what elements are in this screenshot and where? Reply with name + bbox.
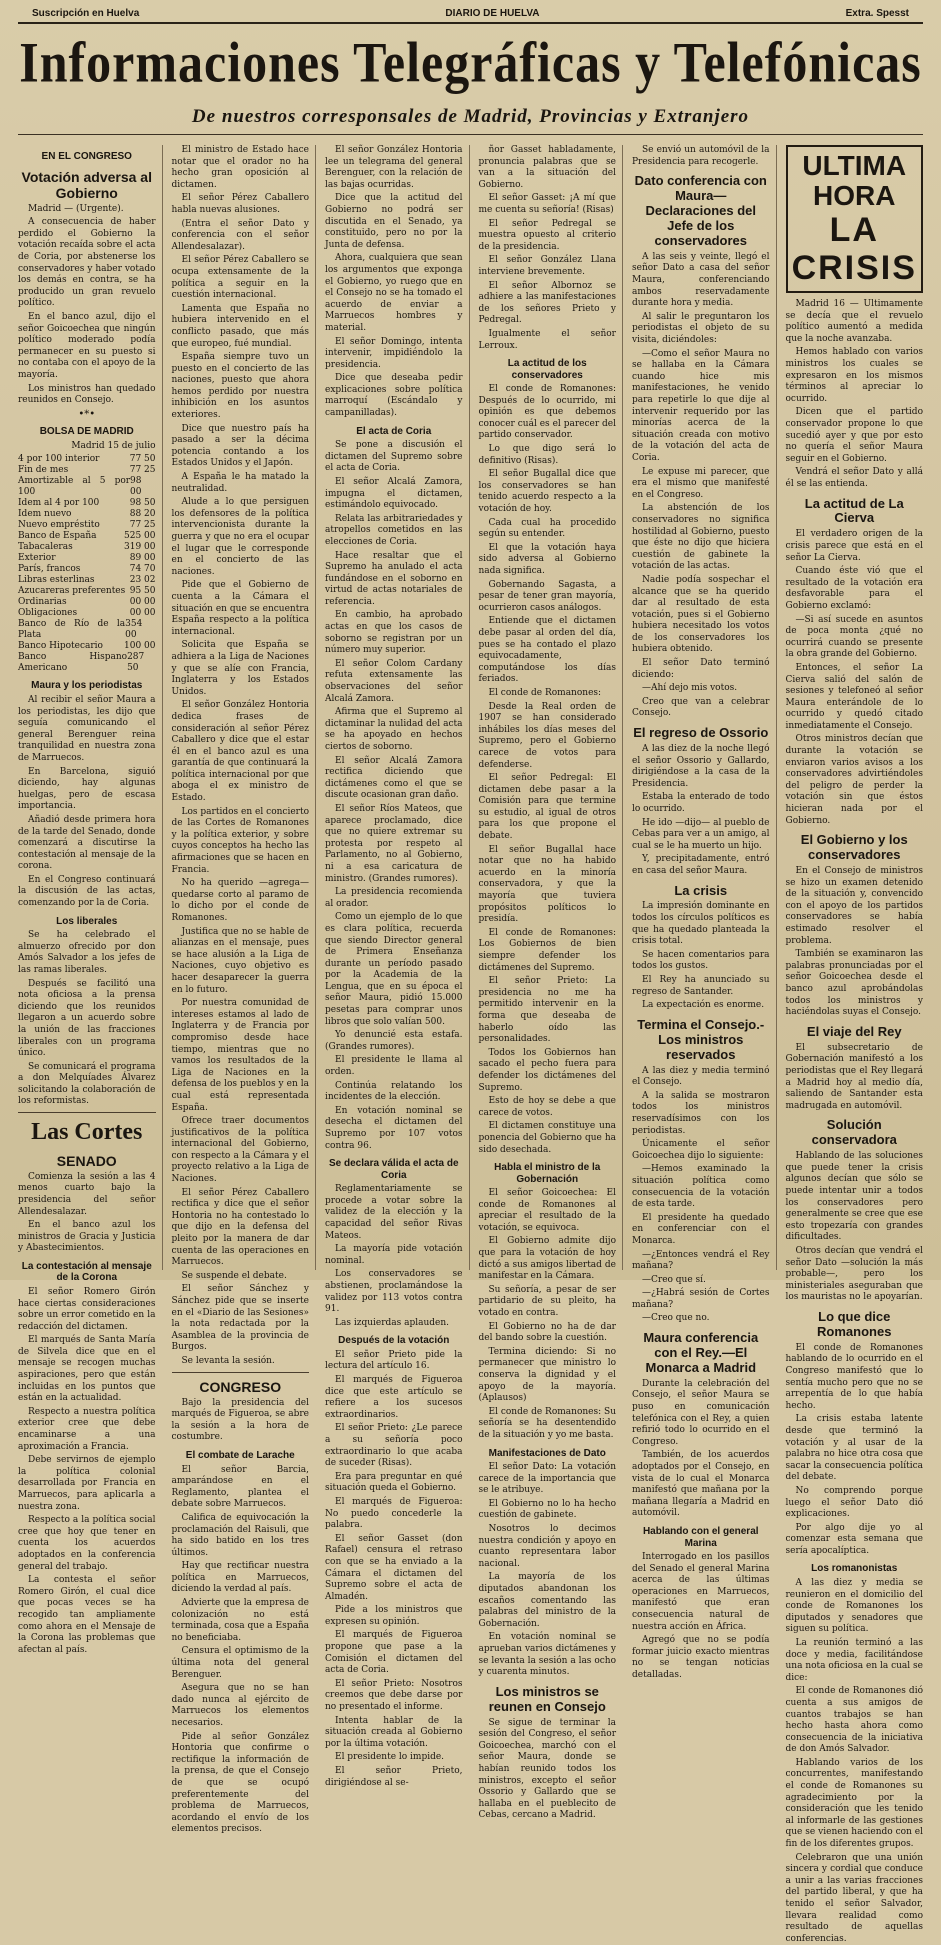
- masthead-line: [18, 8, 923, 24]
- column-6: [785, 145, 924, 1944]
- paragraph: El Gobierno no ha de dar del bando sobre la cuestión.: [478, 1321, 616, 1344]
- section-heading: Los ministros se reunen en Consejo: [488, 1683, 606, 1714]
- bolsa-item: Banco Hispano Americano: [18, 652, 128, 674]
- paragraph: El señor González Hontoria dedica frases de consideración al señor Pérez Caballero y dice que el estar él en el banco azul es una garantía de que continuará la política internacional por que aboga el ex ministro de Estado.: [171, 700, 309, 804]
- paragraph: El presidente lo impide.: [335, 1752, 445, 1763]
- bolsa-value: 354 00: [125, 619, 143, 641]
- paragraph: El ministro de Estado hace notar que el orador no ha hecho gran oposición al dictamen.: [171, 145, 309, 190]
- paragraph: El señor Domingo, intenta intervenir, impidiéndolo la presidencia.: [325, 336, 463, 370]
- bolsa-item: Banco de España: [18, 531, 97, 542]
- bolsa-row: [18, 608, 156, 619]
- paragraph: A consecuencia de haber perdido el Gobierno la votación recaída sobre el acta de Coria, por abstenerse los conservadores y haber votado los demás en contra, se ha producido un gran revuelo político.: [18, 217, 156, 309]
- paragraph: A las seis y veinte, llegó el señor Dato a casa del señor Maura, conferenciando ambos reservadamente durante hora y media.: [632, 251, 770, 309]
- paragraph: Celebraron que una unión sincera y cordial que conduce a unir a las varias fracciones del partido liberal, y que ha tenido el señor Salvador, llevara realidad como resultado de aquellas conferencias.: [785, 1852, 923, 1944]
- paragraph: (Entra el señor Dato y conferencia con el señor Allendesalazar).: [171, 218, 309, 252]
- bolsa-row: [18, 619, 156, 641]
- paragraph: Solicita que España se adhiera a la Liga de Naciones y que se alíe con Francia, Inglaterra y los Estados Unidos.: [171, 640, 309, 697]
- bolsa-value: 98 50: [129, 498, 156, 509]
- paragraph: El señor Prieto, dirigiéndose al se-: [325, 1766, 463, 1788]
- paragraph: El señor Pedregal se muestra opuesto al criterio de la presidencia.: [478, 218, 616, 252]
- paragraph: El señor Pedregal: El dictamen debe pasar a la Comisión para que termine su estudio, al igual de otros para los que propone el debate.: [478, 773, 616, 842]
- paragraph: Durante la celebración del Consejo, el señor Maura se puso en comunicación telefónica con el Rey, a quien refirió todo lo ocurrido en el Congreso.: [632, 1378, 770, 1447]
- bolsa-value: 77 25: [129, 520, 156, 531]
- paragraph: El marqués de Figueroa: No puedo concederle la palabra.: [325, 1496, 463, 1531]
- bolsa-value: 287 50: [127, 652, 145, 674]
- paragraph: El señor Pérez Caballero habla nuevas alusiones.: [171, 193, 309, 215]
- paragraph: Al recibir el señor Maura a los periodistas, les dijo que seguía comunicando el general Berenguer reina tranquilidad en nuestra zona de Marruecos.: [18, 694, 156, 763]
- section-heading: Termina el Consejo.-Los ministros reservados: [637, 1016, 765, 1062]
- bolsa-item: Obligaciones: [18, 608, 78, 619]
- paragraph: Otros decían que vendrá el señor Dato —solución la más probable—, pero los ministeriales aseguraban que los mauristas no le apoyarían.: [785, 1245, 923, 1303]
- edition-label: Extra. Spesst: [845, 8, 909, 19]
- paragraph: Dice que la actitud del Gobierno no podrá ser discutida en el Senado, ya constituido, pero no por la Junta de defensa.: [325, 193, 463, 250]
- paragraph: El señor Colom Cardany refuta extensamente las observaciones del señor Alcalá Zamora.: [325, 658, 463, 704]
- paragraph: En votación nominal se aprueban varios dictámenes y se levanta la sesión a las ocho y cuarenta minutos.: [478, 1632, 616, 1678]
- paragraph: La expectación es enorme.: [642, 1000, 765, 1011]
- paragraph: Se hacen comentarios para todos los gustos.: [632, 949, 770, 972]
- paragraph: En cambio, ha aprobado actas en que los casos de soborno se registran por un número muy superior.: [325, 610, 463, 656]
- bolsa-value: 525 00: [124, 531, 156, 542]
- paragraph: Califica de equivocación la proclamación del Raisuli, que ha sido batido en los tres últimos.: [171, 1512, 309, 1558]
- paragraph: Y, precipitadamente, entró en casa del señor Maura.: [632, 854, 770, 876]
- ultima-hora-box: [786, 145, 924, 293]
- paragraph: ñor Gasset habladamente, pronuncia palabras que se van a la situación del Gobierno.: [478, 145, 616, 190]
- bolsa-row: [18, 652, 156, 674]
- bolsa-row: [18, 542, 156, 553]
- paragraph: No ha querido —agrega— quedarse corto al paramo de lo dicho por el conde de Romanones.: [171, 878, 309, 923]
- paragraph: Entonces, el señor La Cierva salió del salón de sesiones y telefoneó al señor Maura enterándole de lo ocurrido y quedó citado inmediatamente el Consejo.: [785, 662, 923, 731]
- paragraph: A España le ha matado la neutralidad.: [171, 472, 309, 494]
- paragraph: El Gobierno admite dijo que para la votación de hoy dictó a sus amigos libertad de manifestar en la Cámara.: [478, 1236, 616, 1282]
- bolsa-item: Banco Hipotecario: [18, 641, 103, 652]
- bolsa-value: 95 50: [129, 586, 156, 597]
- bolsa-row: [18, 597, 156, 608]
- paragraph: Hemos hablado con varios ministros los cuales se expresaron en los mismos términos al apreciar lo ocurrido.: [785, 347, 923, 404]
- section-heading: Dato conferencia con Maura—Declaraciones del Jefe de los conservadores: [634, 173, 767, 248]
- section-heading: El regreso de Ossorio: [633, 725, 769, 741]
- paragraph: Bajo la presidencia del marqués de Figueroa, se abre la sesión a la hora de costumbre.: [171, 1397, 309, 1443]
- bolsa-row: [18, 641, 156, 652]
- paragraph: Censura el optimismo de la última nota del general Berenguer.: [171, 1646, 309, 1680]
- paragraph: Después se facilitó una nota oficiosa a la prensa diciendo que los reunidos llegaron a un acuerdo sobre la unión de las fracciones liberales con un programa único.: [18, 978, 156, 1059]
- bolsa-date: Madrid 15 de julio: [71, 440, 156, 451]
- paragraph: Gobernando Sagasta, a pesar de tener gran mayoría, ocurrieron casos análogos.: [478, 579, 616, 613]
- bolsa-row: [18, 553, 156, 564]
- divider: [172, 1372, 310, 1373]
- bolsa-title: BOLSA DE MADRID: [39, 426, 134, 438]
- paragraph: No comprendo porque luego el señor Dato dió explicaciones.: [785, 1485, 923, 1520]
- paragraph: En el Consejo de ministros se hizo un examen detenido de la situación y, convencido con el apoyo de los partidos conservadores se había estimado resolver el problema.: [785, 866, 923, 946]
- paragraph: Cada cual ha procedido según su entender.: [478, 517, 616, 540]
- bolsa-value: 319 00: [124, 542, 156, 553]
- paragraph: Continúa relatando los incidentes de la elección.: [325, 1080, 463, 1103]
- section-heading: La actitud de La Cierva: [804, 495, 904, 526]
- paragraph: En el Congreso continuará la discusión de las actas, comenzando por la de Coria.: [18, 874, 156, 909]
- paragraph: Se comunicará el programa a don Melquíades Álvarez solicitando la colaboración de los reformistas.: [18, 1061, 156, 1107]
- paragraph: Pide a los ministros que expresen su opinión.: [325, 1605, 463, 1627]
- paragraph: Añadió desde primera hora de la tarde del Senado, donde comenzará a discutirse la contestación al mensaje de la corona.: [18, 814, 156, 872]
- paragraph: Por algo dije yo al comenzar esta semana que sería apocalíptica.: [785, 1522, 923, 1556]
- paragraph: El marqués de Santa María de Silvela dice que en el mensaje se recogen muchas aspiraciones, pero que están incluidas en los puntos que están en la actualidad.: [18, 1335, 156, 1404]
- paragraph: El conde de Romanones:: [488, 687, 602, 698]
- bolsa-row: [18, 564, 156, 575]
- paragraph: —Si así sucede en asuntos de poca monta ¿qué no ocurrirá cuando se presente la obra grande del Gobierno.: [785, 614, 923, 660]
- paragraph: La contesta el señor Romero Girón, el cual dice que pocas veces se ha recogido tan ampliamente como ahora en el Mensaje de la Corona las problemas que afectan al país.: [18, 1575, 156, 1655]
- section-heading: Maura y los periodistas: [31, 680, 143, 692]
- paragraph: Esto de hoy se debe a que carece de votos.: [478, 1096, 616, 1118]
- paragraph: El señor Pérez Caballero rectifica y dice que el señor Hontoria no ha contestado lo que dijo en la defensa del pleito por la manera de dar cuenta de las operaciones en Marruecos.: [171, 1187, 309, 1268]
- columns: [18, 145, 923, 1944]
- section-heading: La actitud de los conservadores: [507, 358, 587, 381]
- paragraph: Madrid — (Urgente).: [28, 203, 124, 214]
- paragraph: Los partidos en el concierto de las Cortes de Romanones y la política exterior, y sobre cuyos conceptos ha hecho las afirmaciones que se hacen en Francia.: [171, 806, 309, 875]
- paragraph: La presidencia recomienda al orador.: [325, 887, 463, 909]
- paragraph: —¿Habrá sesión de Cortes mañana?: [632, 1288, 770, 1310]
- paragraph: Pide al señor González Hontoria que confirme o rectifique la información de la prensa, de que el Consejo de que se ocupó preferentemente del problema de Marruecos, acordando el envío de los elementos precisos.: [171, 1731, 309, 1835]
- section-heading: El viaje del Rey: [806, 1023, 902, 1039]
- paragraph: La reunión terminó a las doce y media, facilitándose una nota oficiosa en la cual se dice:: [785, 1637, 923, 1683]
- paragraph: El señor Pérez Caballero se ocupa extensamente de la política a seguir en la cuestión internacional.: [171, 255, 309, 301]
- paragraph: Respecto a la política social cree que hoy que tener en cuenta los acuerdos adoptados en la conferencia general del trabajo.: [18, 1515, 156, 1572]
- paragraph: A la salida se mostraron todos los ministros reservadísimos con los periodistas.: [632, 1090, 770, 1136]
- column-2: [171, 145, 317, 1835]
- paragraph: Se suspende el debate.: [181, 1270, 287, 1281]
- bolsa-item: París, francos: [18, 564, 81, 575]
- paragraph: Desde la Real orden de 1907 se han considerado inhábiles los días meses del Supremo, pero el Gobierno carece de votos para defenderse.: [478, 701, 616, 770]
- paragraph: Agregó que no se podía formar juicio exacto mientras no se tengan noticias detalladas.: [632, 1635, 770, 1680]
- paragraph: El señor Goicoechea: El conde de Romanones al apreciar el resultado de la votación, se equivoca.: [478, 1188, 616, 1233]
- paragraph: Era para preguntar en qué situación queda el Gobierno.: [325, 1471, 463, 1494]
- paragraph: Ahora, cualquiera que sean los argumentos que exponga el Gobierno, yo ruego que en el Consejo no se ha tomado el acuerdo de enviar a Marruecos hombres y material.: [325, 253, 463, 333]
- column-1: [18, 145, 163, 1655]
- paragraph: Lo que digo será lo definitivo (Risas).: [478, 444, 616, 466]
- paragraph: El conde de Romanones: Su señoría se ha desentendido de la situación y yo me basta.: [478, 1406, 616, 1440]
- paragraph: El Rey ha anunciado su regreso de Santander.: [632, 975, 770, 997]
- paragraph: Por nuestra comunidad de intereses estamos al lado de Inglaterra y de Francia por compromiso desde hace tiempo, mientras que no vamos los resultados de la Liga de Naciones en la defensa de los pueblos y en la cual está representada España.: [171, 998, 309, 1113]
- paragraph: La mayoría de los diputados abandonan los escaños comentando las palabras del ministro de la Gobernación.: [478, 1572, 616, 1629]
- paragraph: El marqués de Figueroa dice que este artículo se refiere a los sucesos extraordinarios.: [325, 1375, 463, 1420]
- paragraph: Debe servirnos de ejemplo la política colonial desarrollada por Francia en Marruecos, para aplicarla a nuestra zona.: [18, 1455, 156, 1512]
- paragraph: Vendrá el señor Dato y allá él se las entienda.: [785, 467, 923, 489]
- paragraph: El señor Bugallal hace notar que no ha habido acuerdo en la minoría conservadora, y que la mayoría que tuviera propósitos políticos lo presidía.: [478, 844, 616, 925]
- paragraph: El señor Romero Girón hace ciertas consideraciones sobre un error cometido en la redacción del dictamen.: [18, 1286, 156, 1332]
- paragraph: Igualmente el señor Lerroux.: [478, 328, 616, 351]
- paragraph: Hace resaltar que el Supremo ha anulado el acta fundándose en el soborno en virtud de actas notariales de referencia.: [325, 550, 463, 607]
- paragraph: El señor Barcia, amparándose en el Reglamento, plantea el debate sobre Marruecos.: [171, 1464, 309, 1510]
- paragraph: —Creo que no.: [642, 1313, 710, 1324]
- section-heading: La contestación al mensaje de la Corona: [21, 1260, 152, 1284]
- section-heading: Hablando con el general Marina: [642, 1526, 759, 1549]
- bolsa-item: Tabacaleras: [18, 542, 73, 553]
- paragraph: Entiende que el dictamen debe pasar al orden del día, pues se ha contado el plazo equivocadamente, computándose los días feriados.: [478, 616, 616, 685]
- ultima-hora-title: ULTIMA HORA: [802, 150, 907, 211]
- paragraph: La abstención de los conservadores no significa hostilidad al Gobierno, puesto que éste no dijo que hiciera cuestión de gabinete la votación de las actas.: [632, 503, 770, 572]
- paragraph: Intenta hablar de la situación creada al Gobierno por la última votación.: [325, 1715, 463, 1749]
- column-5: [632, 145, 777, 1680]
- paragraph: El señor Gasset: ¡A mí que me cuenta su señoría! (Risas): [478, 193, 616, 215]
- paragraph: El señor Dato terminó diciendo:: [632, 658, 770, 680]
- paragraph: En votación nominal se desecha el dictamen del Supremo por 107 votos contra 96.: [325, 1105, 463, 1151]
- paragraph: A las diez de la noche llegó el señor Ossorio y Gallardo, dirigiéndose a la casa de la Presidencia.: [632, 743, 770, 789]
- paragraph: Nosotros lo decimos nuestra condición y apoyo en cuanto representara labor nacional.: [478, 1524, 616, 1569]
- paragraph: Los ministros han quedado reunidos en Consejo.: [18, 383, 156, 406]
- paragraph: Su señoría, a pesar de ser partidario de su pleito, ha votado en contra.: [478, 1284, 616, 1319]
- paragraph: El señor Dato: La votación carece de la importancia que se le atribuye.: [478, 1462, 616, 1496]
- bolsa-table: [18, 454, 156, 674]
- paragraph: —Ahí dejo mis votos.: [642, 683, 738, 694]
- bolsa-item: Idem al 4 por 100: [18, 498, 100, 509]
- paragraph: —Como el señor Maura no se hallaba en la Cámara cuando hice mis manifestaciones, he venido para repetirle lo que dije al intervenir requerido por las minorías acerca de la situación creada con motivo de la votación del acta de Coria.: [632, 348, 770, 463]
- paragraph: A las diez y media terminó el Consejo.: [632, 1065, 770, 1088]
- paragraph: En Barcelona, siguió diciendo, hay algunas huelgas, pero de escasa importancia.: [18, 766, 156, 812]
- paragraph: Hablando varios de los concurrentes, manifestando el conde de Romanones su agradecimiento por la consideración que les tenido al informarle de las gestiones que se vienen haciendo con el fin de los diferentes grupos.: [785, 1757, 923, 1850]
- section-heading: Habla el ministro de la Gobernación: [494, 1162, 601, 1185]
- paragraph: La crisis estaba latente desde que terminó la votación y al usar de la palabra no hice otra cosa que sacar la consecuencia política del debate.: [785, 1414, 923, 1483]
- paragraph: Creo que van a celebrar Consejo.: [632, 696, 770, 719]
- paragraph: Reglamentariamente se procede a votar sobre la validez de la elección y la capacidad del señor Rivas Mateos.: [325, 1184, 463, 1241]
- paragraph: El dictamen constituye una ponencia del Gobierno que ha sido desechada.: [478, 1121, 616, 1155]
- bolsa-value: 100 00: [124, 641, 156, 652]
- section-heading: El Gobierno y los conservadores: [800, 832, 908, 863]
- bolsa-row: [18, 509, 156, 520]
- paragraph: —Creo que sí.: [642, 1274, 706, 1285]
- bolsa-row: [18, 531, 156, 542]
- paragraph: La mayoría pide votación nominal.: [325, 1244, 463, 1266]
- section-heading: Los romanonistas: [811, 1563, 898, 1575]
- section-heading: El acta de Coria: [356, 425, 432, 437]
- bolsa-value: 77 50: [129, 454, 156, 465]
- paragraph: Hablando de las soluciones que puede tener la crisis algunos decían que sólo se puede intentar unir a todos los conservadores pero generalmente se cree que ese esto tropezaría con grandes dificultades.: [785, 1151, 923, 1243]
- paragraph: El Gobierno no lo ha hecho cuestión de gabinete.: [478, 1498, 616, 1521]
- paragraph: Únicamente el señor Goicoechea dijo lo siguiente:: [632, 1139, 770, 1161]
- section-heading: Votación adversa al Gobierno: [21, 168, 152, 201]
- bolsa-value: 89 00: [129, 553, 156, 564]
- paragraph: También se examinaron las palabras pronunciadas por el señor Goicoechea desde el banco azul aprobándolas todos los ministros y haciéndolas suyas el Consejo.: [785, 949, 923, 1018]
- section-heading: SENADO: [56, 1152, 117, 1169]
- paragraph: Madrid 16 — Ultimamente se decía que el revuelo político aumentó a medida que la noche avanzaba.: [785, 299, 923, 344]
- paragraph: El marqués de Figueroa propone que pase a la Comisión el dictamen del acta de Coria.: [325, 1630, 463, 1676]
- section-heading: CONGRESO: [199, 1378, 282, 1395]
- paragraph: Se envió un automóvil de la Presidencia para recogerle.: [632, 145, 770, 167]
- section-heading: Manifestaciones de Dato: [488, 1447, 606, 1459]
- bolsa-row: [18, 454, 156, 465]
- paragraph: El subsecretario de Gobernación manifestó a los periodistas que el Rey llegará a Madrid hoy al medio día, saliendo de Santander esta madrugada en automóvil.: [785, 1042, 923, 1111]
- paragraph: Yo denuncié esta estafa. (Grandes rumores).: [325, 1030, 463, 1052]
- paragraph: El presidente ha quedado en conferenciar con el Monarca.: [632, 1212, 770, 1246]
- paragraph: El señor Prieto: La presidencia no me ha permitido intervenir en la forma que deseaba de haberlo oído las personalidades.: [478, 976, 616, 1045]
- paragraph: El señor Bugallal dice que los conservadores se han tenido acuerdo respecto a la votación de hoy.: [478, 469, 616, 515]
- section-heading: Solución conservadora: [811, 1117, 897, 1148]
- paragraph: Respecto a nuestra política exterior cree que debe encaminarse a una aproximación a Francia.: [18, 1406, 156, 1452]
- paragraph: Le expuse mi parecer, que era el mismo que manifesté en el Congreso.: [632, 466, 770, 500]
- bolsa-value: 88 20: [129, 509, 156, 520]
- bolsa-item: Idem nuevo: [18, 509, 72, 520]
- paragraph: El señor González Llana interviene brevemente.: [478, 255, 616, 277]
- section-heading: Se declara válida el acta de Coria: [328, 1158, 459, 1181]
- section-heading: Los liberales: [56, 915, 118, 927]
- section-heading: La crisis: [674, 882, 728, 898]
- bolsa-row: [18, 520, 156, 531]
- paragraph: El señor Sánchez y Sánchez pide que se inserte en el «Diario de las Sesiones» la nota redactada por la Asamblea de la provincia de Burgos.: [171, 1284, 309, 1353]
- paragraph: Dice que nuestro país ha pasado a ser la décima potencia contando a los Estados Unidos y el Japón.: [171, 423, 309, 469]
- bolsa-value: 74 70: [129, 564, 156, 575]
- paragraph: La impresión dominante en todos los círculos políticos es que ha quedado planteada la crisis total.: [632, 901, 770, 947]
- section-heading: El combate de Larache: [185, 1450, 295, 1462]
- paragraph: Hay que rectificar nuestra política en Marruecos, diciendo la verdad al país.: [171, 1561, 309, 1595]
- paragraph: Al salir le preguntaron los periodistas el objeto de su visita, diciéndoles:: [632, 311, 770, 346]
- bolsa-row: [18, 498, 156, 509]
- bolsa-row: [18, 586, 156, 597]
- paragraph: Interrogado en los pasillos del Senado el general Marina acerca de las últimas operaciones en Marruecos, manifestó que eran consecuencia natural de nuestra acción en África.: [632, 1552, 770, 1632]
- paragraph: El conde de Romanones: Los Gobiernos de bien siempre defender los dictámenes del Supremo.: [478, 927, 616, 973]
- section-heading: Maura conferencia con el Rey.—El Monarca a Madrid: [643, 1330, 759, 1375]
- section-heading: Las Cortes: [31, 1119, 143, 1146]
- bolsa-item: Banco de Río de la Plata: [18, 619, 126, 641]
- separator: •*•: [78, 408, 96, 420]
- paragraph: El señor Prieto pide la lectura del artículo 16.: [325, 1349, 463, 1372]
- paragraph: Todos los Gobiernos han sacado el pecho fuera para defender los dictámenes del Supremo.: [478, 1047, 616, 1093]
- paragraph: A las diez y media se reunieron en el domicilio del conde de Romanones los diputados y senadores que siguen su política.: [785, 1577, 923, 1635]
- page-subheadline: De nuestros corresponsales de Madrid, Provincias y Extranjero: [18, 106, 923, 135]
- paragraph: Alude a lo que persiguen los defensores de la política intervencionista durante la guerra y que no era el ocupar el lugar que le corresponde en el concierto de las naciones.: [171, 497, 309, 577]
- paragraph: España siempre tuvo un puesto en el concierto de las naciones, puesto que ahora hemos perdido por nuestra inhibición en los asuntos exteriores.: [171, 352, 309, 421]
- paragraph: El que la votación haya sido adversa al Gobierno nada significa.: [478, 542, 616, 576]
- bolsa-row: [18, 575, 156, 586]
- section-heading: Después de la votación: [338, 1335, 450, 1347]
- paragraph: Se sigue de terminar la sesión del Congreso, el señor Goicoechea, marchó con el señor Maura, donde se habían reunido todos los ministros, excepto el señor Ossorio y Gallardo que se hallaba en el pueblecito de Cebas, cercano a Madrid.: [478, 1717, 616, 1821]
- paragraph: El conde de Romanones: Después de lo ocurrido, mi opinión es que debemos conocer cuál es el parecer del partido conservador.: [478, 384, 616, 441]
- bolsa-row: [18, 465, 156, 476]
- subscription-label: Suscripción en Huelva: [32, 8, 140, 19]
- paragraph: Ofrece traer documentos justificativos de la política internacional del Gobierno, con respecto a la Cámara y el proyecto relativo a la Liga de Naciones.: [171, 1116, 309, 1185]
- column-3: [325, 145, 470, 1788]
- bolsa-item: Exterior: [18, 553, 56, 564]
- paragraph: El verdadero origen de la crisis parece que está en el señor La Cierva.: [785, 529, 923, 563]
- paragraph: En el banco azul los ministros de Gracia y Justicia y Abastecimientos.: [18, 1220, 156, 1254]
- newspaper-name: DIARIO DE HUELVA: [445, 8, 540, 19]
- paragraph: Dicen que el partido conservador propone lo que sucedió ayer y que por esto no quería el señor Maura seguir en el Gobierno.: [785, 407, 923, 464]
- paragraph: Asegura que no se han dado nunca al ejército de Marruecos los elementos necesarios.: [171, 1683, 309, 1728]
- bolsa-value: 00 00: [129, 608, 156, 619]
- paragraph: Se pone a discusión el dictamen del Supremo sobre el acta de Coria.: [325, 440, 463, 474]
- bolsa-value: 23 02: [129, 575, 156, 586]
- section-heading: Lo que dice Romanones: [817, 1308, 892, 1339]
- section-heading: EN EL CONGRESO: [41, 151, 132, 162]
- paragraph: Los conservadores se abstienen, proclamándose la validez por 113 votos contra 91.: [325, 1269, 463, 1315]
- bolsa-item: Amortizable al 5 por 100: [18, 476, 131, 498]
- paragraph: El señor Prieto: ¿Le parece a su señoría poco extraordinario lo que acaba de suceder (Risas).: [325, 1423, 463, 1469]
- paragraph: Comienza la sesión a las 4 menos cuarto bajo la presidencia del señor Allendesalazar.: [18, 1171, 156, 1217]
- bolsa-row: [18, 476, 156, 498]
- bolsa-value: 98 00: [130, 476, 142, 498]
- bolsa-item: Nuevo empréstito: [18, 520, 100, 531]
- paragraph: Lamenta que España no hubiera intervenido en el conflicto pasado, que más que europeo, fué mundial.: [171, 303, 309, 349]
- bolsa-item: Azucareras preferentes: [18, 586, 126, 597]
- divider: [18, 1112, 156, 1113]
- paragraph: El señor Gasset (don Rafael) censura el retraso con que se ha enviado a la Cámara el dictamen del Supremo sobre el acta de Almadén.: [325, 1533, 463, 1602]
- bolsa-item: Libras esterlinas: [18, 575, 95, 586]
- paragraph: El señor Albornoz se adhiere a las manifestaciones de los señores Prieto y Pedregal.: [478, 280, 616, 326]
- paragraph: Otros ministros decían que durante la votación se enviaron varios avisos a los conservadores advirtiéndoles del peligro de perder la votación sin que éstos hicieran nada por el Gobierno.: [785, 734, 923, 826]
- paragraph: Afirma que el Supremo al dictaminar la nulidad del acta se ha apoyado en hechos ciertos de soborno.: [325, 707, 463, 752]
- paragraph: Se ha celebrado el almuerzo ofrecido por don Amós Salvador a los jefes de las ramas liberales.: [18, 930, 156, 975]
- bolsa-item: 4 por 100 interior: [18, 454, 100, 465]
- paragraph: Termina diciendo: Si no permanecer que ministro lo conserva la dignidad y el apoyo de la mayoría. (Aplausos): [478, 1346, 616, 1404]
- paragraph: —Hemos examinado la situación política como consecuencia de la votación de esta tarde.: [632, 1164, 770, 1210]
- paragraph: El conde de Romanones dió cuenta a sus amigos de cuantos trabajos se han hecho hasta ahora como consecuencia de la iniciativa de don Amós Salvador.: [785, 1686, 923, 1755]
- bolsa-item: Ordinarias: [18, 597, 67, 608]
- paragraph: Las izquierdas aplauden.: [335, 1317, 450, 1328]
- paragraph: El presidente le llama al orden.: [325, 1055, 463, 1078]
- bolsa-item: Fin de mes: [18, 465, 69, 476]
- paragraph: El señor Alcalá Zamora, impugna el dictamen, estimándolo equivocado.: [325, 476, 463, 511]
- crisis-title: LA CRISIS: [791, 211, 917, 287]
- paragraph: Relata las arbitrariedades y atropellos cometidos en las elecciones de Coria.: [325, 513, 463, 547]
- paragraph: El señor Ríos Mateos, que aparece proclamado, dice que no quiere extremar su protesta por respeto al Parlamento, no al Gobierno, ni a esa caricatura de ministro. (Grandes rumores).: [325, 803, 463, 884]
- paragraph: Como un ejemplo de lo que es clara política, recuerda que siendo Director general de Primera Enseñanza durante un período pasado por la Academia de la Lengua, que en su época el señor Maura, pidió 15.000 pesetas para comprar unos libros que solo valían 500.: [325, 912, 463, 1027]
- paragraph: El señor Alcalá Zamora rectifica diciendo que dictámenes como el que se discute ocasionan gran daño.: [325, 755, 463, 801]
- paragraph: El señor Prieto: Nosotros creemos que debe darse por no presentado el informe.: [325, 1678, 463, 1713]
- paragraph: El señor González Hontoria lee un telegrama del general Berenguer, con la relación de las bajas ocurridas.: [325, 145, 463, 190]
- paragraph: Justifica que no se hable de alianzas en el mensaje, pues se hace alusión a la Liga de Naciones, cuyo objetivo es hacer desaparecer la guerra en lo futuro.: [171, 926, 309, 995]
- column-4: [478, 145, 624, 1821]
- paragraph: Cuando éste vió que el resultado de la votación era desfavorable para el Gobierno exclamó:: [785, 566, 923, 611]
- paragraph: Dice que deseaba pedir explicaciones sobre política marroquí (Escándalo y campanilladas).: [325, 373, 463, 419]
- paragraph: Se levanta la sesión.: [181, 1355, 275, 1366]
- paragraph: —¿Entonces vendrá el Rey mañana?: [632, 1249, 770, 1272]
- bolsa-value: 77 25: [129, 465, 156, 476]
- paragraph: El conde de Romanones hablando de lo ocurrido en el Congreso manifestó que lo sentía mucho pero que no se arrepentía de lo que había hecho.: [785, 1342, 923, 1411]
- paragraph: Advierte que la empresa de colonización no está terminada, cosa que a España no beneficiaba.: [171, 1598, 309, 1643]
- bolsa-value: 00 00: [129, 597, 156, 608]
- paragraph: Nadie podía sospechar el alcance que se ha querido dar al resultado de esta votación, pues si el Gobierno hubiera necesitado los votos de los conservadores los hubiera obtenido.: [632, 574, 770, 655]
- paragraph: En el banco azul, dijo el señor Goicoechea que ningún político moderado podía permanecer en su puesto si no contaba con el apoyo de la mayoría.: [18, 312, 156, 380]
- paragraph: Pide que el Gobierno de cuenta a la Cámara el situación en que se encuentra España respecto a la política internacional.: [171, 580, 309, 637]
- paragraph: He ido —dijo— al pueblo de Cebas para ver a un amigo, al cual se le ha muerto un hijo.: [632, 817, 770, 851]
- paragraph: Estaba la enterado de todo lo ocurrido.: [632, 792, 770, 814]
- page-headline: Informaciones Telegráficas y Telefónicas: [19, 29, 922, 95]
- paragraph: También, de los acuerdos adoptados por el Consejo, en vista de lo cual el Monarca manifestó que mañana por la mañana llegaría a Madrid en automóvil.: [632, 1450, 770, 1519]
